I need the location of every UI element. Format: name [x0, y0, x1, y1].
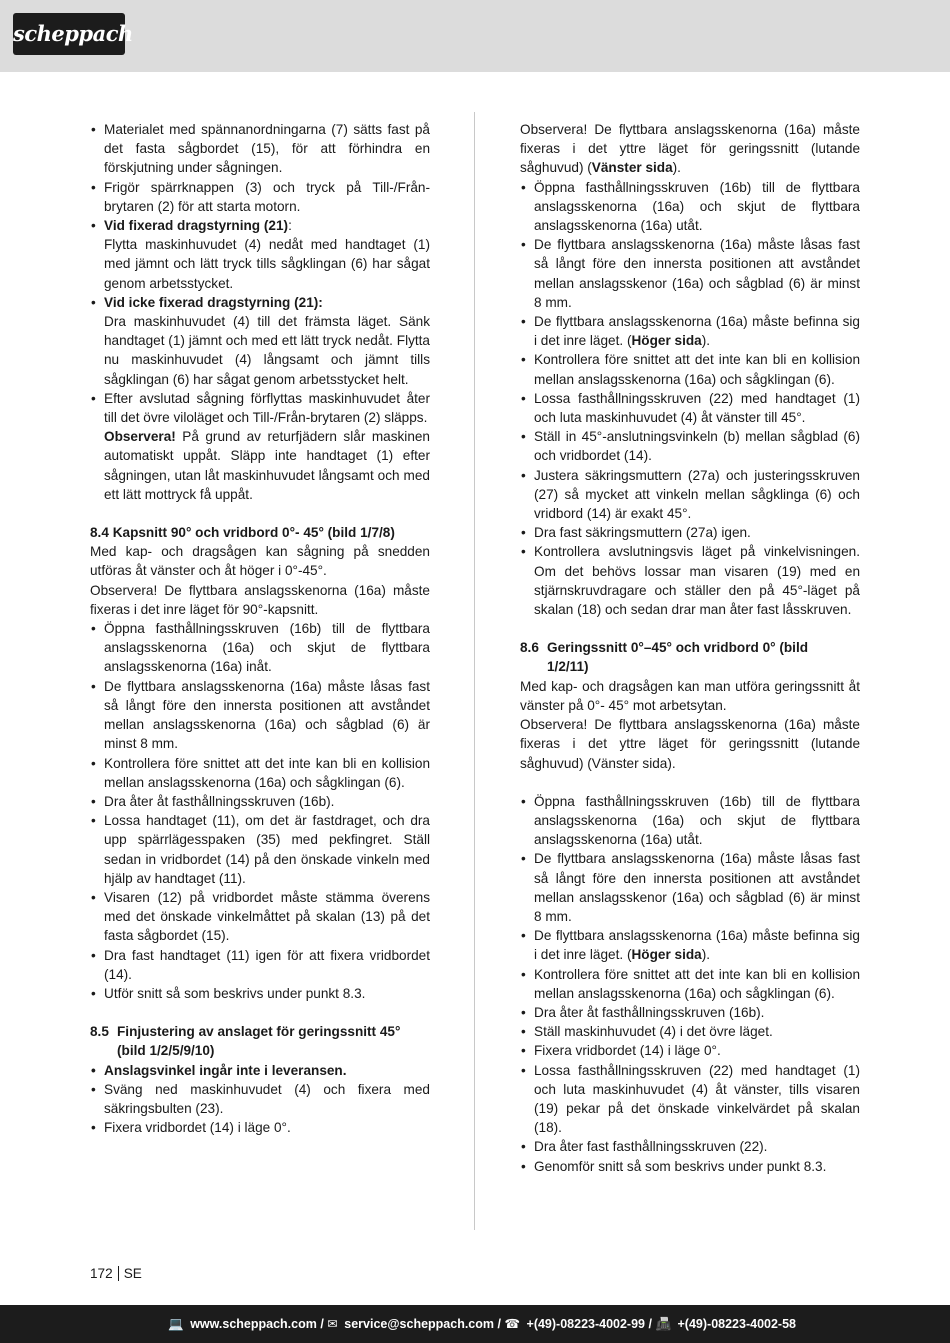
- list-item: • De flyttbara anslagsskenorna (16a) måste låsas fast så långt före den innersta positionen att avståndet mellan anslagsskenorna (16a) och sågblad (6) är minst 8 mm.: [90, 677, 430, 754]
- fax-number: +(49)-08223-4002-58: [677, 1317, 796, 1331]
- list-item: • Dra åter fast fasthållningsskruven (22).: [520, 1137, 860, 1156]
- list-item: • Materialet med spännanordningarna (7) sätts fast på det fasta sågbordet (15), för att förhindra en förskjutning under sågningen.: [90, 120, 430, 178]
- item-title: Vid fixerad dragstyrning (21): [104, 218, 289, 234]
- paragraph: Observera! De flyttbara anslagsskenorna (16a) måste fixeras i det yttre läget för geringssnitt (lutande såghuvud) (Vänster sida).: [520, 717, 860, 771]
- phone-icon: ☎: [504, 1317, 521, 1331]
- website-link[interactable]: www.scheppach.com /: [190, 1317, 324, 1331]
- section-heading-8-6: 8.6 Geringssnitt 0°–45° och vridbord 0° (bild 1/2/11): [520, 640, 809, 675]
- section-heading-8-4: 8.4 Kapsnitt 90° och vridbord 0°- 45° (bild 1/7/8): [90, 525, 395, 541]
- list-item: • Dra fast säkringsmuttern (27a) igen.: [520, 523, 860, 542]
- right-column: [520, 120, 860, 1176]
- list-item: • Sväng ned maskinhuvudet (4) och fixera med säkringsbulten (23).: [90, 1080, 430, 1118]
- item-text: Flytta maskinhuvudet (4) nedåt med handtaget (1) med jämnt och lätt tryck tills sågklingan (6) har sågat genom arbetsstycket.: [104, 237, 430, 291]
- list-item: • Ställ maskinhuvudet (4) i det övre läget.: [520, 1022, 860, 1041]
- computer-icon: 💻: [168, 1317, 184, 1331]
- page-separator: [118, 1266, 119, 1281]
- list-item: • Lossa fasthållningsskruven (22) med handtaget (1) och luta maskinhuvudet (4) åt vänster, tills visaren (19) pekar på det önskade vinkelvärdet på skalan (18).: [520, 1061, 860, 1138]
- mail-icon: ✉: [327, 1317, 338, 1331]
- left-column: [90, 120, 430, 1137]
- list-item: • Genomför snitt så som beskrivs under punkt 8.3.: [520, 1157, 860, 1176]
- list-item: • Öppna fasthållningsskruven (16b) till de flyttbara anslagsskenorna (16a) och skjut de flyttbara anslagsskenorna (16a) utåt.: [520, 792, 860, 850]
- list-item: • Justera säkringsmuttern (27a) och justeringsskruven (27) så mycket att vinkeln mellan sågklinga (6) och vridbord (14) är exakt 45°.: [520, 466, 860, 524]
- list-item: • Dra åter åt fasthållningsskruven (16b).: [520, 1003, 860, 1022]
- list-item: • Dra fast handtaget (11) igen för att fixera vridbordet (14).: [90, 946, 430, 984]
- fax-icon: 📠: [655, 1317, 672, 1331]
- list-item: • De flyttbara anslagsskenorna (16a) måste låsas fast så långt före den innersta positionen att avståndet mellan anslagsskenor (16a) och sågblad (6) är minst 8 mm.: [520, 235, 860, 312]
- list-item: • Öppna fasthållningsskruven (16b) till de flyttbara anslagsskenorna (16a) och skjut de flyttbara anslagsskenorna (16a) inåt.: [90, 619, 430, 677]
- section-8-4-list: [90, 619, 430, 1003]
- list-item: • Anslagsvinkel ingår inte i leveransen.: [90, 1061, 430, 1080]
- list-item: • Dra åter åt fasthållningsskruven (16b).: [90, 792, 430, 811]
- list-item: • Fixera vridbordet (14) i läge 0°.: [90, 1118, 430, 1137]
- list-item: • Kontrollera före snittet att det inte kan bli en kollision mellan anslagsskenorna (16a) och sågklingan (6).: [90, 754, 430, 792]
- section-8-5-list: [90, 1061, 430, 1138]
- list-item: • Vid fixerad dragstyrning (21): Flytta maskinhuvudet (4) nedåt med handtaget (1) med jämnt och lätt tryck tills sågklingan (6) har sågat genom arbetsstycket.: [90, 216, 430, 293]
- list-item: • Ställ in 45°-anslutningsvinkeln (b) mellan sågblad (6) och vridbordet (14).: [520, 427, 860, 465]
- list-item: • Lossa fasthållningsskruven (22) med handtaget (1) och luta maskinhuvudet (4) åt vänster till 45°.: [520, 389, 860, 427]
- paragraph: Med kap- och dragsågen kan man utföra geringssnitt åt vänster på 0°- 45° mot arbetsytan.: [520, 678, 860, 713]
- list-item: • De flyttbara anslagsskenorna (16a) måste befinna sig i det inre läget. (Höger sida).: [520, 926, 860, 964]
- list-item: • Fixera vridbordet (14) i läge 0°.: [520, 1041, 860, 1060]
- column-divider: [474, 112, 475, 1230]
- bevel-setup-list: [520, 178, 860, 620]
- list-item: • Kontrollera före snittet att det inte kan bli en kollision mellan anslagsskenorna (16a) och sågklingan (6).: [520, 350, 860, 388]
- item-text: Dra maskinhuvudet (4) till det främsta läget. Sänk handtaget (1) jämnt och med ett lätt tryck nedåt. Flytta nu maskinhuvudet (4) långsamt och jämnt tills sågklingan (6) har sågat genom arbetsstycket helt.: [104, 314, 430, 387]
- email-link[interactable]: service@scheppach.com /: [344, 1317, 501, 1331]
- page-footer: [0, 1305, 950, 1343]
- note-text: På grund av returfjädern slår maskinen automatiskt uppåt. Släpp inte handtaget (1) efter sågningen, utan låt maskinhuvudet långsamt och med ett lätt mottryck få uppåt.: [104, 429, 430, 502]
- list-item: • Öppna fasthållningsskruven (16b) till de flyttbara anslagsskenorna (16a) och skjut de flyttbara anslagsskenorna (16a) utåt.: [520, 178, 860, 236]
- section-8-6-list: [520, 792, 860, 1176]
- list-item: • De flyttbara anslagsskenorna (16a) måste befinna sig i det inre läget. (Höger sida).: [520, 312, 860, 350]
- scheppach-logo: scheppach: [13, 13, 125, 55]
- paragraph: Observera! De flyttbara anslagsskenorna (16a) måste fixeras i det yttre läget för geringssnitt (lutande såghuvud) (Vänster sida).: [520, 122, 860, 176]
- list-item: • Visaren (12) på vridbordet måste stämma överens med det önskade vinkelmåttet på skalan (13) på det fasta sågbordet (15).: [90, 888, 430, 946]
- paragraph: Observera! De flyttbara anslagsskenorna (16a) måste fixeras i det inre läget för 90°-kapsnitt.: [90, 582, 430, 617]
- page-header: [0, 0, 950, 72]
- list-item: [90, 293, 430, 389]
- list-item: • Kontrollera före snittet att det inte kan bli en kollision mellan anslagsskenorna (16a) och sågklingan (6).: [520, 965, 860, 1003]
- section-heading-8-5: 8.5 Finjustering av anslaget för geringssnitt 45° (bild 1/2/5/9/10): [90, 1024, 401, 1059]
- list-item: • Efter avslutad sågning förflyttas maskinhuvudet åter till det övre viloläget och Till-/Från-brytaren (2) släpps. Observera! På grund av returfjädern slår maskinen automatiskt uppåt. Släpp inte handtaget (1) efter sågningen, utan låt maskinhuvudet långsamt och med ett lätt mottryck få uppåt.: [90, 389, 430, 504]
- note-label: Observera!: [104, 429, 176, 445]
- list-item: • Frigör spärrknappen (3) och tryck på Till-/Från-brytaren (2) för att starta motorn.: [90, 178, 430, 216]
- phone-number: +(49)-08223-4002-99 /: [526, 1317, 652, 1331]
- operation-list: [90, 120, 430, 504]
- page-number: 172 SE: [90, 1266, 142, 1281]
- paragraph: Med kap- och dragsågen kan sågning på snedden utföras åt vänster och åt höger i 0°-45°.: [90, 544, 430, 579]
- list-item: • Kontrollera avslutningsvis läget på vinkelvisningen. Om det behövs lossar man visaren (19) med en stjärnskruvdragare och ställer den på 45°-läget på skalan (18) och sedan drar man åter fast låsskruven.: [520, 542, 860, 619]
- list-item: • De flyttbara anslagsskenorna (16a) måste låsas fast så långt före den innersta positionen att avståndet mellan anslagsskenor (16a) och sågblad (6) är minst 8 mm.: [520, 849, 860, 926]
- list-item: • Lossa handtaget (11), om det är fastdraget, och dra upp spärrlägesspaken (35) med pekfingret. Ställ sedan in vridbordet (14) på den önskade vinkeln med hjälp av handtaget (11).: [90, 811, 430, 888]
- list-item: • Utför snitt så som beskrivs under punkt 8.3.: [90, 984, 430, 1003]
- item-title: Vid icke fixerad dragstyrning (21):: [104, 294, 323, 310]
